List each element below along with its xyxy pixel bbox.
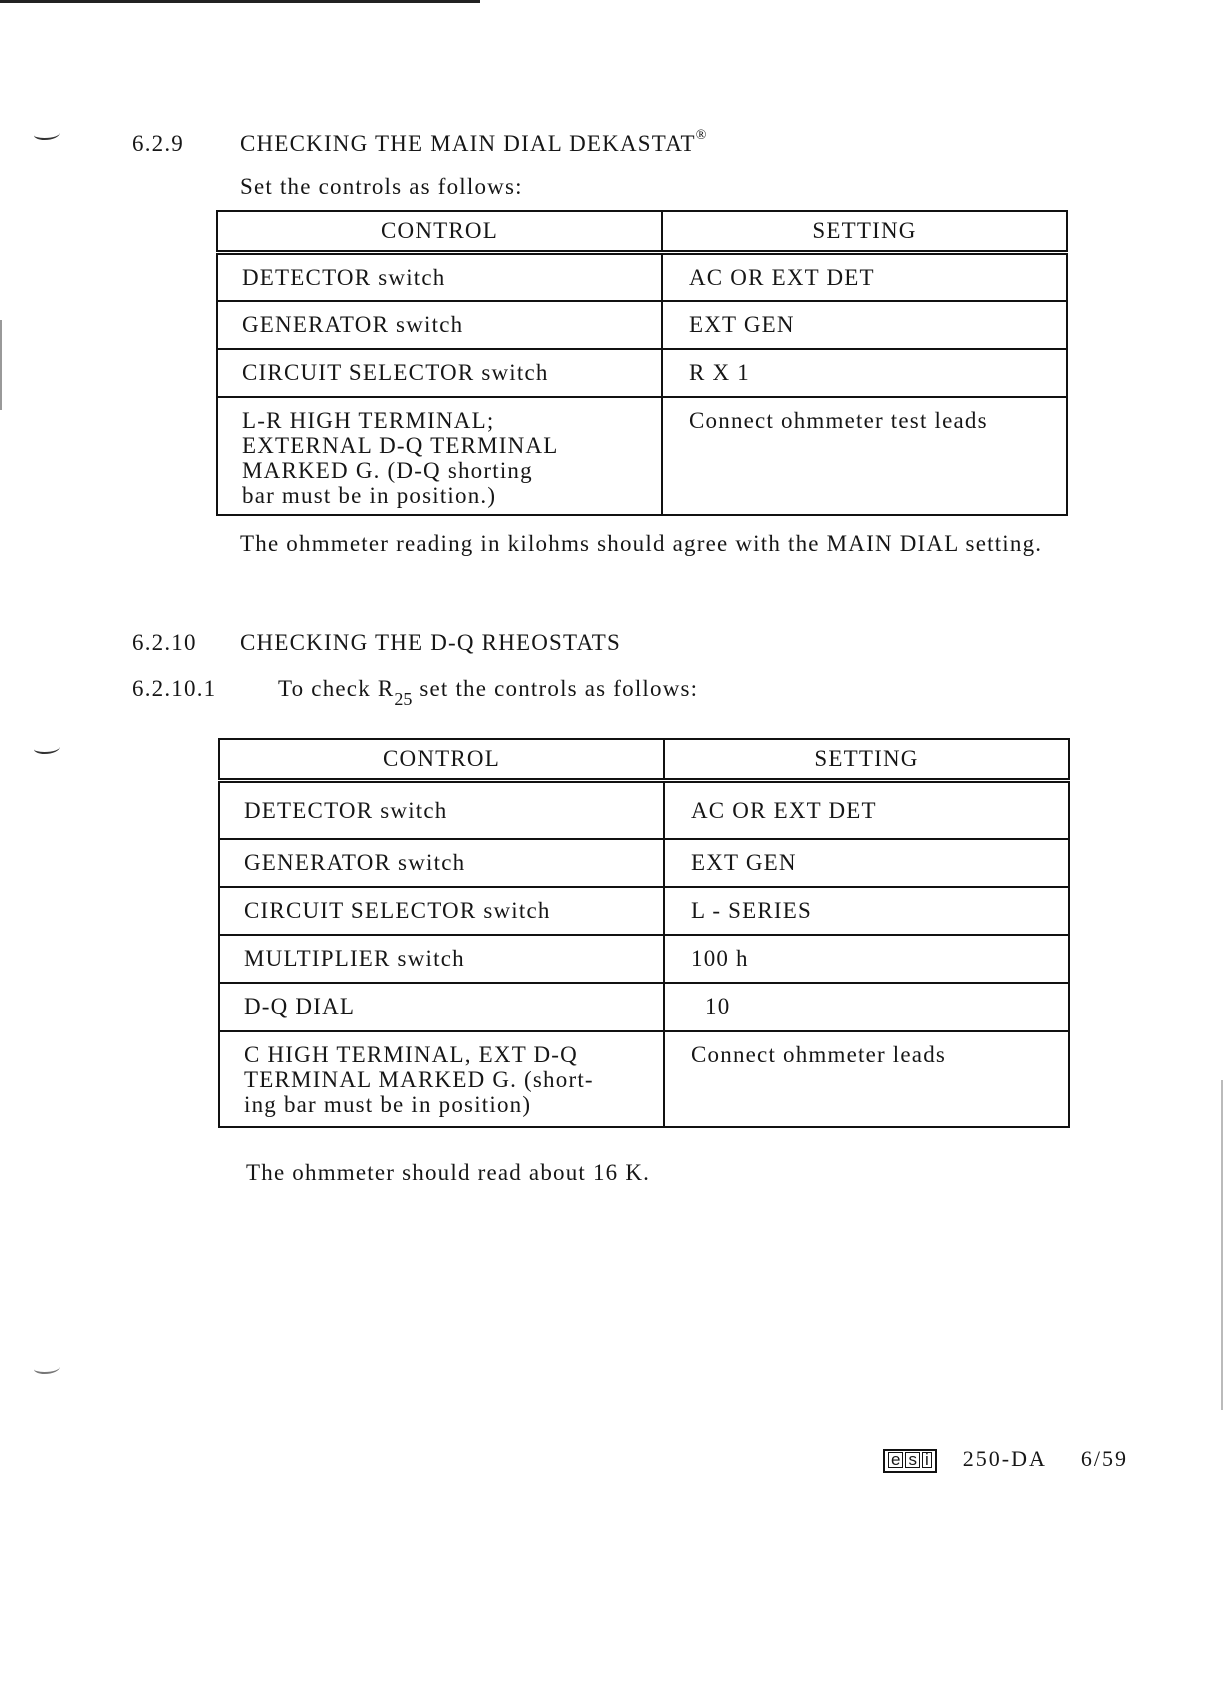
- control-cell: MULTIPLIER switch: [219, 935, 664, 983]
- control-cell: DETECTOR switch: [219, 781, 664, 839]
- logo-letter: i: [922, 1452, 932, 1468]
- setting-cell: AC OR EXT DET: [662, 253, 1067, 301]
- control-cell: GENERATOR switch: [217, 301, 662, 349]
- esi-logo: [883, 1449, 937, 1473]
- control-line: MARKED G. (D-Q shorting: [242, 457, 533, 483]
- table-header-row: [219, 739, 1069, 781]
- section-heading-6210: [132, 630, 621, 656]
- control-line: ing bar must be in position): [244, 1091, 532, 1117]
- section-title: CHECKING THE MAIN DIAL DEKASTAT: [240, 131, 696, 156]
- setting-cell: Connect ohmmeter leads: [664, 1031, 1069, 1127]
- control-line: L-R HIGH TERMINAL;: [242, 407, 495, 433]
- table-row: [219, 935, 1069, 983]
- setting-cell: 10: [664, 983, 1069, 1031]
- controls-table-62101: [218, 738, 1070, 1128]
- setting-cell: R X 1: [662, 349, 1067, 397]
- scan-edge-mark: [1221, 1080, 1223, 1410]
- setting-cell: AC OR EXT DET: [664, 781, 1069, 839]
- scan-edge-mark: [0, 320, 2, 410]
- section-number: 6.2.10.1: [132, 676, 217, 701]
- header-setting: SETTING: [662, 211, 1067, 253]
- header-control: CONTROL: [217, 211, 662, 253]
- setting-cell: L - SERIES: [664, 887, 1069, 935]
- logo-letter: e: [888, 1452, 903, 1468]
- intro-text: Set the controls as follows:: [240, 174, 523, 199]
- setting-cell: Connect ohmmeter test leads: [662, 397, 1067, 515]
- control-cell: [217, 397, 662, 515]
- registered-mark: ®: [695, 128, 707, 143]
- logo-letter: s: [905, 1452, 920, 1468]
- control-cell: CIRCUIT SELECTOR switch: [217, 349, 662, 397]
- control-line: TERMINAL MARKED G. (short-: [244, 1066, 594, 1092]
- table-row: [219, 781, 1069, 839]
- instruction-text: To check R: [278, 676, 395, 701]
- setting-cell: EXT GEN: [662, 301, 1067, 349]
- table-row: [219, 887, 1069, 935]
- section-number: 6.2.9: [132, 131, 184, 156]
- control-cell: CIRCUIT SELECTOR switch: [219, 887, 664, 935]
- subscript: 25: [394, 689, 413, 709]
- table-header-row: [217, 211, 1067, 253]
- result-text: The ohmmeter should read about 16 K.: [246, 1160, 651, 1185]
- section-title: CHECKING THE D-Q RHEOSTATS: [240, 630, 621, 655]
- section-heading-62101: [132, 676, 698, 710]
- setting-cell: 100 h: [664, 935, 1069, 983]
- table-row: [219, 1031, 1069, 1127]
- control-cell: DETECTOR switch: [217, 253, 662, 301]
- page-footer: [883, 1446, 1128, 1473]
- table-row: [219, 983, 1069, 1031]
- table-row: [217, 349, 1067, 397]
- result-text: The ohmmeter reading in kilohms should agree with the MAIN DIAL setting.: [240, 531, 1043, 556]
- instruction-text: set the controls as follows:: [412, 676, 699, 701]
- header-setting: SETTING: [664, 739, 1069, 781]
- margin-binding-mark: [34, 742, 60, 754]
- control-line: C HIGH TERMINAL, EXT D-Q: [244, 1041, 578, 1067]
- table-row: [217, 397, 1067, 515]
- control-cell: GENERATOR switch: [219, 839, 664, 887]
- controls-table-629: [216, 210, 1068, 516]
- margin-binding-mark: [34, 1362, 60, 1374]
- control-line: bar must be in position.): [242, 482, 497, 508]
- document-number: 250-DA: [962, 1446, 1047, 1471]
- section-number: 6.2.10: [132, 630, 197, 655]
- table-row: [219, 839, 1069, 887]
- top-edge-rule: [0, 0, 480, 3]
- header-control: CONTROL: [219, 739, 664, 781]
- control-cell: D-Q DIAL: [219, 983, 664, 1031]
- table-row: [217, 301, 1067, 349]
- margin-binding-mark: [34, 128, 60, 140]
- section-heading-629: [132, 128, 706, 157]
- setting-cell: EXT GEN: [664, 839, 1069, 887]
- document-date: 6/59: [1080, 1446, 1128, 1471]
- table-row: [217, 253, 1067, 301]
- control-line: EXTERNAL D-Q TERMINAL: [242, 432, 559, 458]
- control-cell: [219, 1031, 664, 1127]
